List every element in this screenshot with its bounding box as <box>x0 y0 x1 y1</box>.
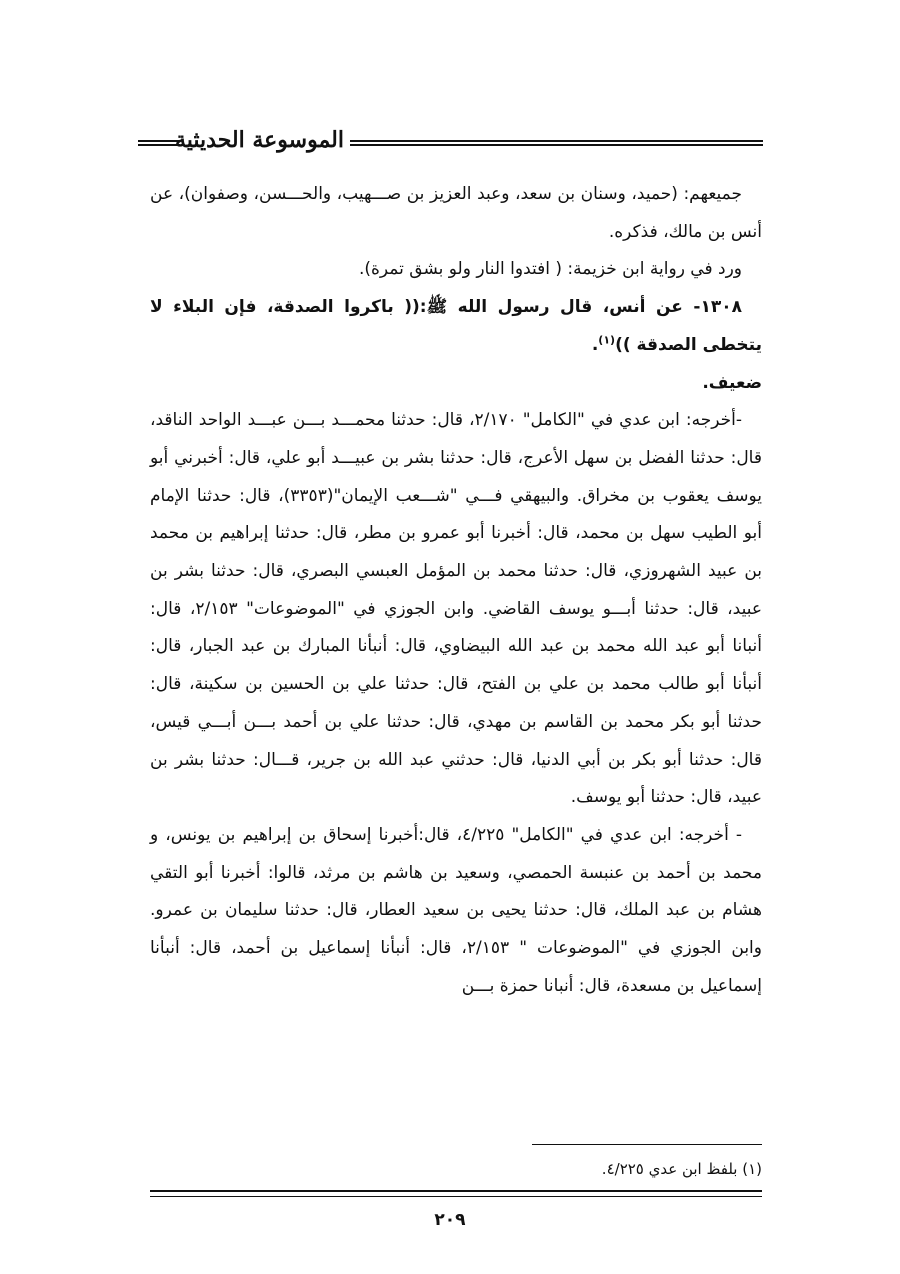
paragraph-hadith-1308 <box>150 289 762 364</box>
header-rule-right <box>350 140 763 146</box>
hadith-end: . <box>591 334 599 355</box>
footnote-1: (١) بلفظ ابن عدي ٤/٢٢٥. <box>601 1160 762 1178</box>
hadith-text: ١٣٠٨- عن أنس، قال رسول الله ﷺ:(( باكروا الصدقة، فإن البلاء لا يتخطى الصدقة )) <box>150 297 762 355</box>
grading-label: ضعيف. <box>702 372 762 393</box>
footnote-reference[interactable]: (١) <box>598 333 616 347</box>
footnote-separator <box>532 1144 762 1145</box>
footer-rule-thick <box>150 1190 762 1192</box>
page-number: ٢٠٩ <box>434 1210 466 1230</box>
running-header-title: الموسوعة الحديثية <box>174 127 344 153</box>
paragraph-narrators: جميعهم: (حميد، وسنان بن سعد، وعبد العزيز بن صـــهيب، والحـــسن، وصفوان)، عن أنس بن مالك، فذكره. <box>150 184 762 242</box>
paragraph-ibn-khuzaymah: ورد في رواية ابن خزيمة: ( افتدوا النار ولو بشق تمرة). <box>358 259 742 280</box>
paragraph-takhrij-1: -أخرجه: ابن عدي في "الكامل" ٢/١٧٠، قال: حدثنا محمـــد بـــن عبـــد الواحد الناقد، قال: حدثنا الفضل بن سهل الأعرج، قال: حدثنا بشر بن عبيـــد أبو علي، قال: أخبرني أبو يوسف يعقوب بن مخراق. والبيهقي فـــي "شـــعب الإيمان"(٣٣٥٣)، قال: حدثنا الإمام أبو الطيب سهل بن محمد، قال: أخبرنا أبو عمرو بن مطر، قال: حدثنا إبراهيم بن محمد بن عبيد الشهروزي، قال: حدثنا محمد بن المؤمل العبسي البصري، قال: حدثنا بشر بن عبيد، قال: حدثنا أبـــو يوسف القاضي. وابن الجوزي في "الموضوعات" ٢/١٥٣، قال: أنبانا أبو عبد الله محمد بن عبد الله البيضاوي، قال: أنبأنا المبارك بن عبد الجبار، قال: أنبأنا أبو طالب محمد بن علي بن الفتح، قال: حدثنا علي بن الحسين بن سكينة، قال: حدثنا أبو بكر محمد بن القاسم بن مهدي، قال: حدثنا علي بن أحمد بـــن أبـــي قيس، قال: حدثنا أبو بكر بن أبي الدنيا، قال: حدثني عبد الله بن جرير، قـــال: حدثنا بشر بن عبيد، قال: حدثنا أبو يوسف. <box>150 410 763 808</box>
footer-rule-thin <box>150 1196 762 1197</box>
paragraph-takhrij-2: - أخرجه: ابن عدي في "الكامل" ٤/٢٢٥، قال:أخبرنا إسحاق بن إبراهيم بن يونس، و محمد بن أحمد بن عنبسة الحمصي، وسعيد بن هاشم بن مرثد، قالوا: أخبرنا أبو التقي هشام بن عبد الملك، قال: حدثنا يحيى بن سعيد العطار، قال: حدثنا سليمان بن عمرو. وابن الجوزي في "الموضوعات " ٢/١٥٣، قال: أنبأنا إسماعيل بن أحمد، قال: أنبأنا إسماعيل بن مسعدة، قال: أنبانا حمزة بـــن <box>150 824 762 996</box>
header-rule-left <box>138 140 180 146</box>
body-text <box>150 176 762 1005</box>
